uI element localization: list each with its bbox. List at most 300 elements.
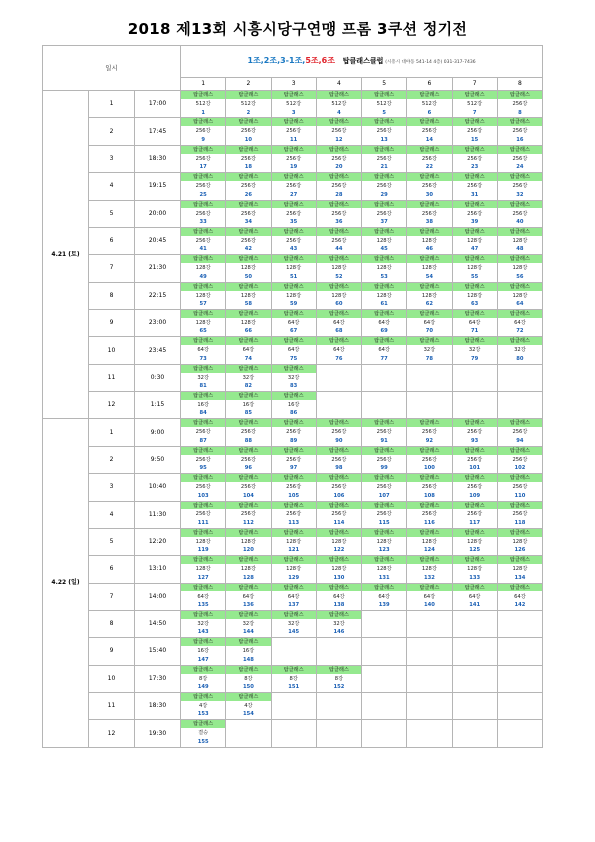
match-cell bbox=[226, 638, 271, 665]
match-number: 36 bbox=[335, 218, 343, 225]
match-entry bbox=[181, 173, 225, 199]
match-venue: 탑클래스 bbox=[362, 310, 406, 318]
match-venue: 탑클래스 bbox=[181, 502, 225, 510]
round-row bbox=[43, 118, 543, 145]
match-number: 28 bbox=[335, 191, 343, 198]
match-cell bbox=[316, 583, 361, 610]
match-venue: 탑클래스 bbox=[407, 201, 451, 209]
match-number: 150 bbox=[242, 684, 254, 691]
match-cell bbox=[316, 501, 361, 528]
match-entry bbox=[362, 419, 406, 445]
round-number: 7 bbox=[89, 255, 135, 282]
match-round: 16강 bbox=[197, 402, 209, 409]
match-venue: 탑클래스 bbox=[272, 91, 316, 99]
match-cell bbox=[362, 91, 407, 118]
match-cell bbox=[452, 145, 497, 172]
match-venue: 탑클래스 bbox=[317, 310, 361, 318]
match-number: 136 bbox=[242, 601, 254, 608]
match-cell bbox=[226, 145, 271, 172]
match-venue: 탑클래스 bbox=[498, 502, 542, 510]
match-round: 32강 bbox=[333, 620, 345, 627]
match-venue: 탑클래스 bbox=[362, 118, 406, 126]
match-round: 512강 bbox=[331, 101, 347, 108]
round-number: 10 bbox=[89, 665, 135, 692]
match-venue: 탑클래스 bbox=[226, 228, 270, 236]
match-round: 128강 bbox=[467, 538, 483, 545]
match-venue: 탑클래스 bbox=[317, 474, 361, 482]
match-round: 128강 bbox=[195, 566, 211, 573]
match-entry bbox=[453, 146, 497, 172]
match-entry bbox=[226, 419, 270, 445]
match-number: 59 bbox=[290, 301, 298, 308]
match-round: 128강 bbox=[376, 292, 392, 299]
match-round: 256강 bbox=[240, 237, 256, 244]
match-venue: 탑클래스 bbox=[272, 502, 316, 510]
match-round: 256강 bbox=[240, 183, 256, 190]
match-entry bbox=[453, 310, 497, 336]
match-cell bbox=[407, 118, 452, 145]
match-round: 128강 bbox=[331, 292, 347, 299]
match-venue: 탑클래스 bbox=[317, 146, 361, 154]
round-row bbox=[43, 610, 543, 637]
match-round: 128강 bbox=[195, 538, 211, 545]
match-venue: 탑클래스 bbox=[226, 693, 270, 701]
match-cell bbox=[271, 610, 316, 637]
match-round: 128강 bbox=[331, 538, 347, 545]
match-number: 80 bbox=[516, 355, 524, 362]
match-round: 256강 bbox=[512, 101, 528, 108]
match-number: 42 bbox=[244, 246, 252, 253]
match-entry bbox=[317, 91, 361, 117]
match-round: 128강 bbox=[512, 292, 528, 299]
match-entry bbox=[362, 474, 406, 500]
match-number: 69 bbox=[380, 328, 388, 335]
match-entry bbox=[226, 337, 270, 363]
empty-cell bbox=[407, 392, 452, 419]
match-entry bbox=[272, 91, 316, 117]
match-cell bbox=[452, 173, 497, 200]
match-round: 64강 bbox=[287, 347, 300, 354]
match-cell bbox=[316, 282, 361, 309]
match-cell bbox=[271, 173, 316, 200]
match-round: 256강 bbox=[195, 511, 211, 518]
match-round: 256강 bbox=[240, 210, 256, 217]
match-venue: 탑클래스 bbox=[226, 392, 270, 400]
match-round: 256강 bbox=[376, 128, 392, 135]
match-cell bbox=[181, 720, 226, 748]
match-round: 256강 bbox=[512, 155, 528, 162]
match-venue: 탑클래스 bbox=[181, 283, 225, 291]
match-venue: 탑클래스 bbox=[407, 502, 451, 510]
match-entry bbox=[317, 228, 361, 254]
match-venue: 탑클래스 bbox=[272, 337, 316, 345]
match-round: 512강 bbox=[240, 101, 256, 108]
match-venue: 탑클래스 bbox=[181, 720, 225, 728]
match-round: 256강 bbox=[195, 484, 211, 491]
match-entry bbox=[181, 365, 225, 391]
match-cell bbox=[181, 309, 226, 336]
match-cell bbox=[316, 91, 361, 118]
match-entry bbox=[272, 502, 316, 528]
match-venue: 탑클래스 bbox=[181, 474, 225, 482]
match-cell bbox=[316, 173, 361, 200]
match-number: 112 bbox=[242, 519, 254, 526]
match-venue: 탑클래스 bbox=[407, 173, 451, 181]
match-number: 63 bbox=[471, 301, 479, 308]
empty-cell bbox=[497, 665, 542, 692]
match-round: 256강 bbox=[512, 210, 528, 217]
match-entry bbox=[181, 556, 225, 582]
empty-cell bbox=[316, 638, 361, 665]
round-number: 8 bbox=[89, 610, 135, 637]
match-entry bbox=[407, 146, 451, 172]
match-venue: 탑클래스 bbox=[181, 447, 225, 455]
table-number-6: 6 bbox=[407, 78, 452, 91]
match-number: 116 bbox=[423, 519, 435, 526]
match-entry bbox=[407, 310, 451, 336]
match-entry bbox=[362, 118, 406, 144]
match-cell bbox=[226, 474, 271, 501]
match-cell bbox=[497, 173, 542, 200]
match-entry bbox=[453, 474, 497, 500]
match-entry bbox=[407, 228, 451, 254]
match-venue: 탑클래스 bbox=[181, 310, 225, 318]
match-number: 123 bbox=[378, 547, 390, 554]
match-cell bbox=[226, 282, 271, 309]
match-venue: 탑클래스 bbox=[498, 255, 542, 263]
match-cell bbox=[181, 173, 226, 200]
match-cell bbox=[497, 91, 542, 118]
match-round: 256강 bbox=[331, 128, 347, 135]
match-number: 35 bbox=[290, 218, 298, 225]
round-row bbox=[43, 556, 543, 583]
match-cell bbox=[316, 200, 361, 227]
match-venue: 탑클래스 bbox=[226, 201, 270, 209]
empty-cell bbox=[407, 720, 452, 748]
match-entry bbox=[407, 91, 451, 117]
match-entry bbox=[181, 502, 225, 528]
match-cell bbox=[226, 583, 271, 610]
match-number: 151 bbox=[288, 684, 300, 691]
match-entry bbox=[362, 447, 406, 473]
match-cell bbox=[452, 91, 497, 118]
match-round: 256강 bbox=[421, 511, 437, 518]
match-cell bbox=[181, 392, 226, 419]
empty-cell bbox=[497, 610, 542, 637]
match-entry bbox=[362, 173, 406, 199]
match-cell bbox=[316, 665, 361, 692]
match-entry bbox=[453, 228, 497, 254]
match-number: 115 bbox=[378, 519, 390, 526]
match-number: 96 bbox=[244, 465, 252, 472]
match-entry bbox=[362, 529, 406, 555]
match-entry bbox=[272, 283, 316, 309]
match-number: 102 bbox=[514, 465, 526, 472]
match-cell bbox=[181, 446, 226, 473]
empty-cell bbox=[362, 610, 407, 637]
match-entry bbox=[226, 91, 270, 117]
match-venue: 탑클래스 bbox=[272, 118, 316, 126]
match-number: 78 bbox=[425, 355, 433, 362]
round-time: 20:45 bbox=[135, 227, 181, 254]
round-row bbox=[43, 227, 543, 254]
match-entry bbox=[181, 255, 225, 281]
match-venue: 탑클래스 bbox=[181, 118, 225, 126]
match-number: 58 bbox=[244, 301, 252, 308]
match-venue: 탑클래스 bbox=[181, 638, 225, 646]
match-number: 34 bbox=[244, 218, 252, 225]
round-number: 11 bbox=[89, 693, 135, 720]
match-number: 77 bbox=[380, 355, 388, 362]
match-venue: 탑클래스 bbox=[226, 365, 270, 373]
page-title: 2018 제13회 시흥시당구연맹 프롬 3쿠션 정기전 bbox=[127, 20, 468, 38]
match-cell bbox=[271, 227, 316, 254]
round-time: 20:00 bbox=[135, 200, 181, 227]
match-entry bbox=[226, 693, 270, 719]
day-date: 4.22 (일) bbox=[43, 419, 89, 748]
match-round: 256강 bbox=[376, 429, 392, 436]
match-cell bbox=[407, 528, 452, 555]
match-number: 135 bbox=[197, 601, 209, 608]
match-cell bbox=[362, 282, 407, 309]
match-number: 133 bbox=[469, 574, 481, 581]
match-round: 256강 bbox=[240, 128, 256, 135]
match-round: 128강 bbox=[376, 538, 392, 545]
round-row bbox=[43, 91, 543, 118]
match-cell bbox=[362, 501, 407, 528]
match-venue: 탑클래스 bbox=[317, 283, 361, 291]
match-venue: 탑클래스 bbox=[362, 146, 406, 154]
match-entry bbox=[362, 556, 406, 582]
match-venue: 탑클래스 bbox=[362, 337, 406, 345]
round-row bbox=[43, 583, 543, 610]
match-entry bbox=[407, 283, 451, 309]
match-number: 114 bbox=[333, 519, 345, 526]
match-venue: 탑클래스 bbox=[181, 365, 225, 373]
round-number: 3 bbox=[89, 474, 135, 501]
match-number: 50 bbox=[244, 273, 252, 280]
match-entry bbox=[181, 310, 225, 336]
match-venue: 탑클래스 bbox=[317, 173, 361, 181]
match-venue: 탑클래스 bbox=[226, 146, 270, 154]
match-cell bbox=[452, 474, 497, 501]
match-number: 140 bbox=[423, 601, 435, 608]
round-time: 14:00 bbox=[135, 583, 181, 610]
match-round: 256강 bbox=[195, 128, 211, 135]
match-cell bbox=[316, 556, 361, 583]
match-venue: 탑클래스 bbox=[453, 146, 497, 154]
match-number: 7 bbox=[472, 109, 477, 116]
round-time: 11:30 bbox=[135, 501, 181, 528]
round-row bbox=[43, 309, 543, 336]
match-round: 128강 bbox=[512, 265, 528, 272]
match-venue: 탑클래스 bbox=[407, 337, 451, 345]
match-entry bbox=[181, 666, 225, 692]
match-number: 20 bbox=[335, 164, 343, 171]
match-number: 17 bbox=[199, 164, 207, 171]
empty-cell bbox=[452, 364, 497, 391]
match-number: 51 bbox=[290, 273, 298, 280]
match-venue: 탑클래스 bbox=[362, 201, 406, 209]
round-time: 17:00 bbox=[135, 91, 181, 118]
match-cell bbox=[452, 583, 497, 610]
round-time: 19:15 bbox=[135, 173, 181, 200]
match-entry bbox=[181, 693, 225, 719]
match-entry bbox=[272, 118, 316, 144]
match-venue: 탑클래스 bbox=[181, 337, 225, 345]
match-round: 64강 bbox=[333, 347, 345, 354]
round-row bbox=[43, 200, 543, 227]
match-entry bbox=[498, 255, 542, 281]
match-entry bbox=[498, 91, 542, 117]
match-venue: 탑클래스 bbox=[498, 228, 542, 236]
match-entry bbox=[453, 502, 497, 528]
match-round: 256강 bbox=[240, 429, 256, 436]
match-entry bbox=[272, 310, 316, 336]
match-venue: 탑클래스 bbox=[498, 447, 542, 455]
match-round: 128강 bbox=[195, 319, 211, 326]
table-number-8: 8 bbox=[497, 78, 542, 91]
match-round: 256강 bbox=[467, 210, 483, 217]
match-cell bbox=[271, 583, 316, 610]
match-round: 128강 bbox=[421, 566, 437, 573]
match-entry bbox=[272, 419, 316, 445]
round-time: 18:30 bbox=[135, 145, 181, 172]
match-entry bbox=[407, 556, 451, 582]
match-number: 76 bbox=[335, 355, 343, 362]
match-entry bbox=[407, 201, 451, 227]
match-round: 16강 bbox=[287, 402, 300, 409]
match-round: 64강 bbox=[468, 593, 481, 600]
match-cell bbox=[181, 693, 226, 720]
match-venue: 탑클래스 bbox=[407, 584, 451, 592]
match-entry bbox=[407, 255, 451, 281]
match-cell bbox=[226, 255, 271, 282]
round-time: 1:15 bbox=[135, 392, 181, 419]
match-venue: 탑클래스 bbox=[362, 529, 406, 537]
match-cell bbox=[271, 392, 316, 419]
empty-cell bbox=[362, 720, 407, 748]
match-entry bbox=[226, 584, 270, 610]
round-number: 7 bbox=[89, 583, 135, 610]
match-venue: 탑클래스 bbox=[181, 556, 225, 564]
match-cell bbox=[316, 309, 361, 336]
match-number: 132 bbox=[423, 574, 435, 581]
match-venue: 탑클래스 bbox=[453, 556, 497, 564]
match-venue: 탑클래스 bbox=[453, 173, 497, 181]
match-round: 128강 bbox=[286, 538, 302, 545]
match-round: 8강 bbox=[289, 675, 298, 682]
match-entry bbox=[226, 611, 270, 637]
match-entry bbox=[317, 255, 361, 281]
match-number: 71 bbox=[471, 328, 479, 335]
round-time: 9:50 bbox=[135, 446, 181, 473]
match-entry bbox=[317, 118, 361, 144]
match-venue: 탑클래스 bbox=[362, 419, 406, 427]
match-cell bbox=[452, 309, 497, 336]
match-venue: 탑클래스 bbox=[226, 638, 270, 646]
match-number: 39 bbox=[471, 218, 479, 225]
match-number: 73 bbox=[199, 355, 207, 362]
match-entry bbox=[498, 529, 542, 555]
match-number: 88 bbox=[244, 437, 252, 444]
match-number: 60 bbox=[335, 301, 343, 308]
match-cell bbox=[226, 419, 271, 446]
match-venue: 탑클래스 bbox=[181, 228, 225, 236]
match-round: 256강 bbox=[467, 183, 483, 190]
match-number: 104 bbox=[242, 492, 254, 499]
match-entry bbox=[181, 720, 225, 747]
match-entry bbox=[226, 201, 270, 227]
match-cell bbox=[407, 337, 452, 364]
match-entry bbox=[226, 255, 270, 281]
match-entry bbox=[272, 146, 316, 172]
match-round: 128강 bbox=[286, 292, 302, 299]
match-venue: 탑클래스 bbox=[226, 337, 270, 345]
match-round: 256강 bbox=[376, 511, 392, 518]
match-number: 19 bbox=[290, 164, 298, 171]
match-number: 53 bbox=[380, 273, 388, 280]
match-number: 149 bbox=[197, 684, 209, 691]
match-cell bbox=[362, 309, 407, 336]
match-number: 27 bbox=[290, 191, 298, 198]
match-number: 117 bbox=[469, 519, 481, 526]
match-cell bbox=[271, 446, 316, 473]
match-round: 16강 bbox=[197, 648, 209, 655]
match-entry bbox=[407, 584, 451, 610]
match-entry bbox=[362, 502, 406, 528]
ilsi-header-cell bbox=[43, 46, 181, 91]
match-entry bbox=[181, 611, 225, 637]
match-venue: 탑클래스 bbox=[181, 146, 225, 154]
match-number: 56 bbox=[516, 273, 524, 280]
match-venue: 탑클래스 bbox=[226, 502, 270, 510]
match-cell bbox=[316, 255, 361, 282]
group-list-part-2: 5조,6조 bbox=[305, 56, 335, 66]
match-number: 118 bbox=[514, 519, 526, 526]
match-round: 128강 bbox=[286, 566, 302, 573]
match-cell bbox=[497, 145, 542, 172]
match-cell bbox=[316, 610, 361, 637]
table-number-1: 1 bbox=[181, 78, 226, 91]
match-venue: 탑클래스 bbox=[272, 255, 316, 263]
match-cell bbox=[271, 118, 316, 145]
match-cell bbox=[181, 610, 226, 637]
match-venue: 탑클래스 bbox=[453, 228, 497, 236]
match-cell bbox=[271, 255, 316, 282]
match-entry bbox=[498, 474, 542, 500]
match-number: 26 bbox=[244, 191, 252, 198]
match-round: 128강 bbox=[421, 237, 437, 244]
round-row bbox=[43, 638, 543, 665]
match-cell bbox=[226, 610, 271, 637]
match-number: 68 bbox=[335, 328, 343, 335]
match-entry bbox=[498, 228, 542, 254]
match-entry bbox=[272, 201, 316, 227]
match-number: 137 bbox=[288, 601, 300, 608]
round-number: 11 bbox=[89, 364, 135, 391]
match-number: 155 bbox=[197, 738, 209, 745]
match-number: 29 bbox=[380, 191, 388, 198]
match-number: 95 bbox=[199, 465, 207, 472]
round-row bbox=[43, 720, 543, 748]
match-round: 256강 bbox=[286, 511, 302, 518]
match-entry bbox=[272, 556, 316, 582]
match-entry bbox=[181, 283, 225, 309]
match-entry bbox=[181, 447, 225, 473]
match-round: 256강 bbox=[331, 155, 347, 162]
match-round: 128강 bbox=[467, 265, 483, 272]
